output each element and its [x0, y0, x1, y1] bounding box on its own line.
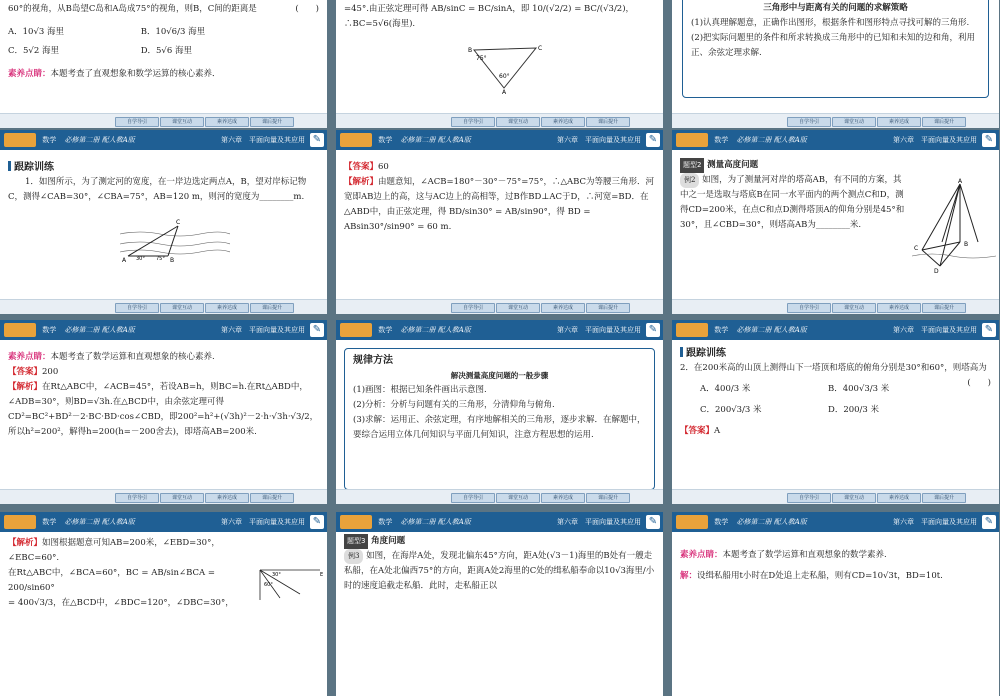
angle-60: 60° — [264, 582, 273, 588]
nav-btn-1[interactable]: 自学导引 — [451, 117, 495, 127]
nav-btn-4[interactable]: 课后提升 — [586, 117, 630, 127]
slide-header — [336, 512, 663, 532]
nav-btn-1[interactable]: 自学导引 — [115, 493, 159, 503]
nav-btn-1[interactable]: 自学导引 — [787, 303, 831, 313]
method-step-1: (1)画图：根据已知条件画出示意图. — [353, 385, 487, 395]
nav-btn-2[interactable]: 课堂互动 — [160, 117, 204, 127]
type-title: 角度问题 — [371, 536, 406, 546]
header-book: 必修第二册 配人教A版 — [64, 326, 135, 334]
slide-nav — [0, 489, 327, 504]
header-book: 必修第二册 配人教A版 — [400, 518, 471, 526]
nav-btn-2[interactable]: 课堂互动 — [160, 303, 204, 313]
pen-icon[interactable]: ✎ — [310, 323, 324, 337]
option-c: C．5√2 海里 — [8, 46, 59, 56]
solution-text: 设缉私船用t小时在D处追上走私船，则有CD=10√3t，BD=10t. — [697, 571, 943, 581]
label-C: C — [176, 219, 181, 226]
analysis-text-3: 所以h²=200²，解得h=200(h=－200舍去)，即塔高AB=200米. — [8, 427, 257, 437]
logo-icon — [676, 133, 708, 147]
nav-btn-2[interactable]: 课堂互动 — [160, 493, 204, 503]
strategy-p1: (1)认真理解题意，正确作出图形，根据条件和图形特点寻找可解的三角形. — [691, 18, 970, 28]
pen-icon[interactable]: ✎ — [310, 133, 324, 147]
label-D: D — [934, 268, 939, 274]
pen-icon[interactable]: ✎ — [646, 323, 660, 337]
nav-btn-1[interactable]: 自学导引 — [451, 303, 495, 313]
answer-value: A — [714, 426, 721, 436]
slide-header — [336, 130, 663, 150]
analysis-text: 由题意知，∠ACB=180°－30°－75°=75°，∴△ABC为等腰三角形．河宽即AB边上的高，这与AC边上的高相等，过B作BD⊥AC于D，∴河宽=BD．在△ABD中，由正弦定理，得 BD/sin30° = AB/sin90°，得 BD = ABsin30°/sin90° = 60 m. — [344, 177, 655, 232]
slide-nav — [672, 299, 999, 314]
section-heading: 跟踪训练 — [680, 346, 991, 361]
nav-btn-3[interactable]: 素养达成 — [205, 117, 249, 127]
nav-btn-3[interactable]: 素养达成 — [541, 303, 585, 313]
pen-icon[interactable]: ✎ — [646, 133, 660, 147]
header-chapter: 第六章 平面向量及其应用 — [893, 326, 977, 334]
nav-btn-2[interactable]: 课堂互动 — [496, 493, 540, 503]
slide-header — [0, 130, 327, 150]
analysis-text-2: 在Rt△ABC中，∠BCA=60°，BC = AB/sin∠BCA = 200/sin60° — [8, 568, 215, 593]
analysis-text-1: 如图根据题意可知AB=200米，∠EBD=30°，∠EBC=60°. — [8, 538, 220, 563]
analysis-text-1: 在Rt△ABC中，∠ACB=45°，若设AB=h，则BC=h.在Rt△ABD中，∠ADB=30°，则BD=√3h.在△BCD中，由余弦定理可得 — [8, 382, 308, 407]
option-b: B．10√6/3 海里 — [140, 27, 206, 37]
slide-r3c1[interactable] — [0, 320, 327, 504]
option-c: C．200√3/3 米 — [700, 405, 762, 415]
header-subject: 数学 — [378, 136, 393, 144]
label-A: A — [502, 89, 507, 94]
option-a: A．10√3 海里 — [8, 27, 64, 37]
pen-icon[interactable]: ✎ — [646, 515, 660, 529]
answer-paren: ( ) — [967, 378, 991, 388]
nav-btn-3[interactable]: 素养达成 — [541, 117, 585, 127]
nav-btn-4[interactable]: 课后提升 — [250, 493, 294, 503]
nav-btn-3[interactable]: 素养达成 — [541, 493, 585, 503]
slide-r4c1[interactable] — [0, 512, 327, 696]
slide-r3c2[interactable] — [336, 320, 663, 504]
nav-btn-2[interactable]: 课堂互动 — [832, 303, 876, 313]
nav-btn-2[interactable]: 课堂互动 — [832, 117, 876, 127]
slide-nav — [672, 489, 999, 504]
header-subject: 数学 — [42, 136, 57, 144]
header-book: 必修第二册 配人教A版 — [64, 136, 135, 144]
method-subtitle: 解决测量高度问题的一般步骤 — [450, 371, 549, 380]
slide-r2c3[interactable] — [672, 130, 999, 314]
analysis-label: 【解析】 — [344, 177, 379, 187]
slide-r1c3[interactable] — [672, 0, 999, 128]
answer-value: 200 — [42, 367, 59, 377]
solution-label: 解： — [680, 571, 698, 581]
pen-icon[interactable]: ✎ — [982, 133, 996, 147]
slide-r4c3[interactable] — [672, 512, 999, 696]
nav-btn-1[interactable]: 自学导引 — [787, 493, 831, 503]
nav-btn-3[interactable]: 素养达成 — [205, 493, 249, 503]
logo-icon — [340, 323, 372, 337]
answer-label: 【答案】 — [8, 367, 43, 377]
answer-label: 【答案】 — [344, 162, 379, 172]
type-tag: 题型2 — [680, 158, 704, 173]
header-subject: 数学 — [378, 326, 393, 334]
nav-btn-4[interactable]: 课后提升 — [250, 117, 294, 127]
slide-header — [672, 512, 999, 532]
nav-btn-4[interactable]: 课后提升 — [922, 493, 966, 503]
header-chapter: 第六章 平面向量及其应用 — [557, 326, 641, 334]
type-title: 测量高度问题 — [707, 160, 759, 170]
header-book: 必修第二册 配人教A版 — [736, 136, 807, 144]
header-subject: 数学 — [42, 326, 57, 334]
type-tag: 题型3 — [344, 534, 368, 549]
triangle-figure — [466, 42, 546, 94]
strategy-title: 三角形中与距离有关的问题的求解策略 — [763, 3, 908, 13]
nav-btn-1[interactable]: 自学导引 — [115, 303, 159, 313]
question-1: 1．如图所示，为了测定河的宽度，在一岸边选定两点A，B，望对岸标记物C，测得∠CAB=30°，∠CBA=75°，AB=120 m，则河的宽度为________m. — [8, 177, 307, 202]
logo-icon — [676, 515, 708, 529]
nav-btn-3[interactable]: 素养达成 — [877, 117, 921, 127]
tower-figure — [912, 178, 996, 274]
header-chapter: 第六章 平面向量及其应用 — [221, 518, 305, 526]
header-book: 必修第二册 配人教A版 — [64, 518, 135, 526]
option-d: D．5√6 海里 — [140, 46, 192, 56]
header-subject: 数学 — [42, 518, 57, 526]
example-badge: 例3 — [344, 549, 363, 564]
angle-30: 30° — [272, 572, 281, 578]
example-text: 如图，在海岸A处，发现北偏东45°方向，距A处(√3－1)海里的B处有一艘走私船，在A处北偏西75°的方向，距离A处2海里的C处的缉私船奉命以10√3海里/小时的速度追截走私船．此时，走私船正以 — [344, 551, 655, 591]
slide-nav — [336, 299, 663, 314]
header-book: 必修第二册 配人教A版 — [736, 518, 807, 526]
nav-btn-1[interactable]: 自学导引 — [451, 493, 495, 503]
option-d: D．200/3 米 — [828, 405, 880, 415]
header-chapter: 第六章 平面向量及其应用 — [557, 136, 641, 144]
angle-75: 75° — [156, 256, 165, 262]
suyang-label: 素养点睛： — [8, 352, 51, 362]
option-b: B．400√3/3 米 — [828, 384, 890, 394]
pen-icon[interactable]: ✎ — [982, 515, 996, 529]
logo-icon — [676, 323, 708, 337]
slide-nav — [336, 489, 663, 504]
nav-btn-4[interactable]: 课后提升 — [922, 303, 966, 313]
nav-btn-3[interactable]: 素养达成 — [877, 303, 921, 313]
label-B: B — [468, 47, 473, 54]
method-step-3: (3)求解：运用正、余弦定理，有序地解相关的三角形，逐步求解．在解题中，要综合运用立体几何知识与平面几何知识，注意方程思想的运用. — [353, 415, 646, 440]
suyang-text: 本题考查了数学运算和直观想象的核心素养. — [50, 352, 215, 362]
slide-nav — [672, 113, 999, 128]
pen-icon[interactable]: ✎ — [310, 515, 324, 529]
header-chapter: 第六章 平面向量及其应用 — [893, 136, 977, 144]
header-subject: 数学 — [714, 136, 729, 144]
slide-r2c2[interactable] — [336, 130, 663, 314]
label-A: A — [122, 257, 127, 264]
nav-btn-2[interactable]: 课堂互动 — [832, 493, 876, 503]
analysis-label: 【解析】 — [8, 382, 43, 392]
nav-btn-1[interactable]: 自学导引 — [115, 117, 159, 127]
example-text: 如图，为了测量河对岸的塔高AB，有不同的方案，其中之一是选取与塔底B在同一水平面内的两个测点C和D，测得CD=200米，在点C和点D测得塔顶A的仰角分别是45°和30°，且∠CBD=30°，则塔高AB为________米. — [680, 175, 905, 230]
strategy-p2: (2)把实际问题里的条件和所求转换成三角形中的已知和未知的边和角，利用正、余弦定理求解. — [691, 33, 976, 58]
suyang-label: 素养点睛： — [8, 69, 51, 79]
analysis-label: 【解析】 — [8, 538, 43, 548]
logo-icon — [340, 515, 372, 529]
slide-nav — [0, 299, 327, 314]
label-E: E — [320, 572, 324, 578]
nav-btn-3[interactable]: 素养达成 — [877, 493, 921, 503]
suyang-text: 本题考查了数学运算和直观想象的数学素养. — [722, 550, 887, 560]
nav-btn-2[interactable]: 课堂互动 — [496, 117, 540, 127]
nav-btn-4[interactable]: 课后提升 — [586, 493, 630, 503]
method-step-2: (2)分析：分析与问题有关的三角形，分清仰角与俯角. — [353, 400, 555, 410]
angle-75: 75° — [476, 55, 487, 62]
header-chapter: 第六章 平面向量及其应用 — [221, 326, 305, 334]
header-book: 必修第二册 配人教A版 — [400, 136, 471, 144]
label-B: B — [964, 241, 969, 248]
angle-30: 30° — [136, 256, 145, 262]
pen-icon[interactable]: ✎ — [982, 323, 996, 337]
logo-icon — [340, 133, 372, 147]
slide-r1c2[interactable] — [336, 0, 663, 128]
answer-paren: ( ) — [295, 4, 319, 14]
slide-nav — [336, 113, 663, 128]
slide-r4c2[interactable] — [336, 512, 663, 696]
nav-btn-2[interactable]: 课堂互动 — [496, 303, 540, 313]
slide-r3c3[interactable] — [672, 320, 999, 504]
label-C: C — [914, 245, 919, 252]
slide-r1c1[interactable] — [0, 0, 327, 128]
header-chapter: 第六章 平面向量及其应用 — [893, 518, 977, 526]
header-subject: 数学 — [714, 518, 729, 526]
label-C: C — [538, 45, 543, 52]
slide-header — [0, 512, 327, 532]
nav-btn-4[interactable]: 课后提升 — [250, 303, 294, 313]
question-2: 2．在200米高的山顶上测得山下一塔顶和塔底的俯角分别是30°和60°，则塔高为 — [680, 363, 987, 373]
mountain-figure — [250, 564, 326, 600]
answer-value: 60 — [378, 162, 389, 172]
answer-label: 【答案】 — [680, 426, 715, 436]
nav-btn-3[interactable]: 素养达成 — [205, 303, 249, 313]
slide-header — [672, 320, 999, 340]
slide-header — [336, 320, 663, 340]
nav-btn-4[interactable]: 课后提升 — [922, 117, 966, 127]
logo-icon — [4, 515, 36, 529]
suyang-text: 本题考查了直观想象和数学运算的核心素养． — [50, 69, 221, 79]
method-title: 规律方法 — [353, 355, 393, 366]
logo-icon — [4, 323, 36, 337]
nav-btn-1[interactable]: 自学导引 — [787, 117, 831, 127]
solution-text: =45°.由正弦定理可得 AB/sinC = BC/sinA，即 10/(√2/2) = BC/(√3/2)，∴BC=5√6(海里). — [344, 4, 635, 29]
section-heading: 跟踪训练 — [8, 160, 319, 175]
logo-icon — [4, 133, 36, 147]
analysis-text-3: = 400√3/3，在△BCD中，∠BDC=120°，∠DBC=30°， — [8, 598, 234, 608]
header-subject: 数学 — [378, 518, 393, 526]
angle-60: 60° — [499, 73, 510, 80]
analysis-text-2: CD²=BC²+BD²－2·BC·BD·cos∠CBD，即200²=h²+(√3h)²－2·h·√3h·√3/2， — [8, 412, 319, 422]
header-book: 必修第二册 配人教A版 — [400, 326, 471, 334]
option-a: A．400/3 米 — [700, 384, 751, 394]
nav-btn-4[interactable]: 课后提升 — [586, 303, 630, 313]
header-book: 必修第二册 配人教A版 — [736, 326, 807, 334]
slide-r2c1[interactable] — [0, 130, 327, 314]
slide-nav — [0, 113, 327, 128]
river-figure — [120, 218, 230, 264]
question-text: 60°的视角，从B岛望C岛和A岛成75°的视角，则B，C间的距离是 — [8, 4, 257, 14]
slide-header — [672, 130, 999, 150]
label-A: A — [958, 178, 963, 185]
label-B: B — [170, 257, 175, 264]
header-chapter: 第六章 平面向量及其应用 — [557, 518, 641, 526]
slide-header — [0, 320, 327, 340]
suyang-label: 素养点睛： — [680, 550, 723, 560]
example-badge: 例2 — [680, 173, 699, 188]
header-chapter: 第六章 平面向量及其应用 — [221, 136, 305, 144]
header-subject: 数学 — [714, 326, 729, 334]
